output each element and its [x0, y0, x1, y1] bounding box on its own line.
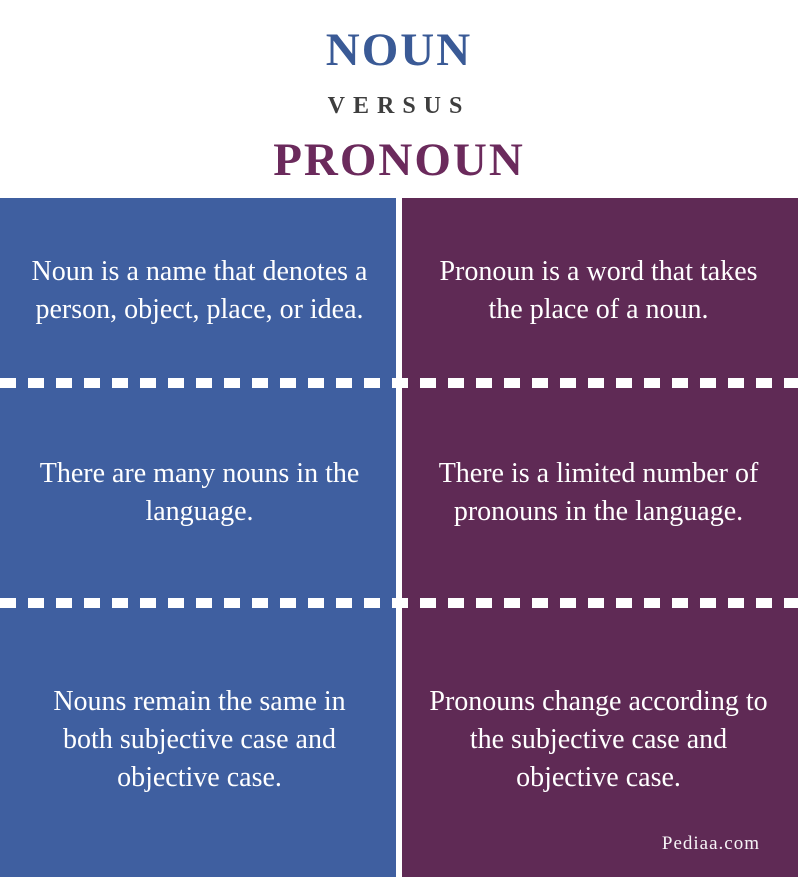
watermark-credit: Pediaa.com — [661, 833, 760, 854]
table-row: There are many nouns in the language. — [39, 458, 360, 527]
column-pronoun — [399, 198, 798, 877]
page-title-pronoun: PRONOUN — [273, 134, 525, 187]
table-row: There is a limited number of pronouns in the language. — [438, 458, 759, 527]
comparison-table — [0, 198, 798, 877]
versus-label: VERSUS — [327, 93, 471, 120]
page-title-noun: NOUN — [325, 24, 473, 76]
table-row: Pronoun is a word that takes the place of a noun. — [439, 255, 758, 325]
table-row: Nouns remain the same in both subjective case and objective case. — [53, 686, 346, 793]
header — [0, 0, 798, 198]
table-row: Pronouns change according to the subjective case and objective case. — [429, 686, 768, 793]
column-noun — [0, 198, 399, 877]
table-row: Noun is a name that denotes a person, object, place, or idea. — [31, 255, 368, 325]
